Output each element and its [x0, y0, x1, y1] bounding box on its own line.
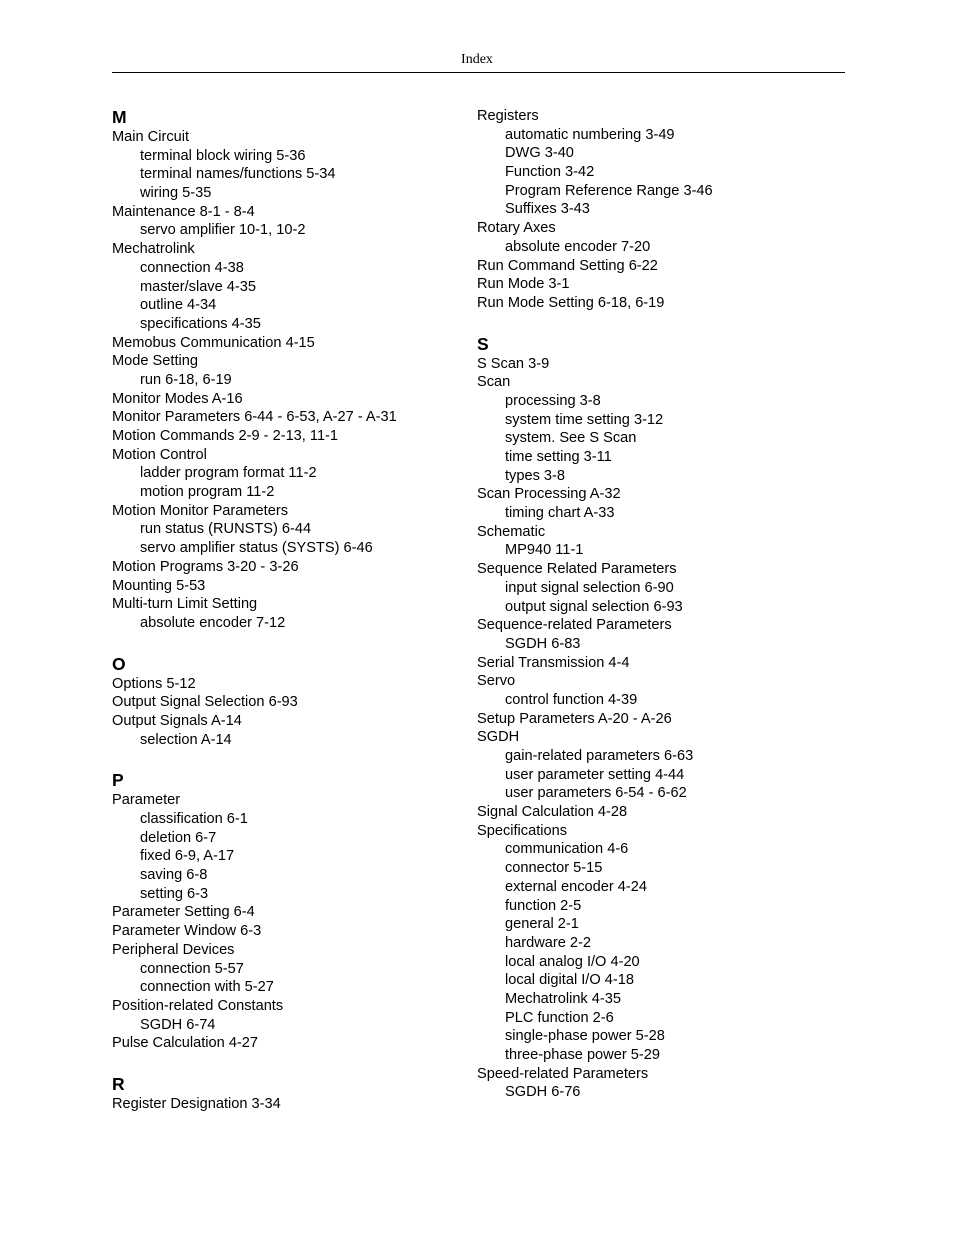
index-subentry: user parameters 6-54 - 6-62: [505, 785, 687, 802]
index-subentry: connection 4-38: [140, 259, 244, 276]
index-subentry: absolute encoder 7-12: [140, 614, 286, 631]
index-subentry: SGDH 6-76: [505, 1084, 581, 1101]
index-entry: Pulse Calculation 4-27: [112, 1035, 259, 1052]
index-subentry: communication 4-6: [505, 841, 629, 858]
index-subentry: control function 4-39: [505, 691, 638, 708]
section-gap: [112, 749, 462, 770]
index-entry: Setup Parameters A-20 - A-26: [477, 710, 672, 727]
index-entry: Output Signal Selection 6-93: [112, 694, 298, 711]
index-subentry: system time setting 3-12: [505, 411, 664, 428]
index-subentry: three-phase power 5-29: [505, 1047, 660, 1063]
index-entry: Run Command Setting 6-22: [477, 257, 658, 274]
index-entry: Rotary Axes: [477, 220, 556, 237]
index-subentry: connector 5-15: [505, 860, 603, 877]
index-subentry: wiring 5-35: [140, 185, 212, 202]
index-section-letter: S: [477, 333, 489, 354]
index-subentry: run 6-18, 6-19: [140, 371, 232, 388]
index-entry: Serial Transmission 4-4: [477, 654, 630, 671]
index-subentry: types 3-8: [505, 467, 566, 484]
index-entry: Parameter: [112, 792, 181, 809]
index-entry: SGDH: [477, 729, 520, 746]
index-subentry: selection A-14: [140, 731, 232, 748]
index-entry: Scan: [477, 374, 511, 391]
index-subentry: servo amplifier 10-1, 10-2: [140, 222, 306, 239]
index-subentry: master/slave 4-35: [140, 278, 256, 295]
index-subentry: local analog I/O 4-20: [505, 953, 640, 970]
index-entry: Registers: [477, 108, 539, 124]
index-subentry: user parameter setting 4-44: [505, 766, 685, 783]
index-section-letter: P: [112, 770, 124, 791]
index-subentry: general 2-1: [505, 916, 579, 933]
index-entry: Motion Control: [112, 446, 207, 463]
index-entry: Speed-related Parameters: [477, 1065, 649, 1082]
index-subentry: SGDH 6-74: [140, 1016, 216, 1033]
index-subentry: SGDH 6-83: [505, 635, 581, 652]
index-subentry: outline 4-34: [140, 297, 217, 314]
index-entry: Sequence Related Parameters: [477, 561, 677, 578]
header-rule: [112, 72, 845, 73]
index-section-letter: M: [112, 107, 127, 127]
index-subentry: terminal names/functions 5-34: [140, 166, 336, 183]
index-entry: Peripheral Devices: [112, 941, 235, 958]
index-subentry: deletion 6-7: [140, 829, 217, 846]
index-subentry: PLC function 2-6: [505, 1009, 614, 1026]
index-entry: Parameter Setting 6-4: [112, 904, 255, 921]
index-entry: Monitor Modes A-16: [112, 390, 243, 407]
index-subentry: fixed 6-9, A-17: [140, 848, 235, 865]
index-entry: S Scan 3-9: [477, 355, 550, 372]
index-column-left: [112, 107, 462, 1114]
index-section-letter: O: [112, 653, 126, 674]
index-subentry: system. See S Scan: [505, 430, 637, 447]
index-subentry: processing 3-8: [505, 392, 601, 409]
index-subentry: classification 6-1: [140, 811, 248, 827]
index-entry: Motion Monitor Parameters: [112, 502, 289, 519]
section-gap: [112, 633, 462, 654]
index-entry: Parameter Window 6-3: [112, 923, 262, 940]
index-subentry: local digital I/O 4-18: [505, 972, 634, 989]
index-section-letter: R: [112, 1073, 125, 1094]
index-entry: Options 5-12: [112, 675, 196, 692]
index-entry: Main Circuit: [112, 129, 190, 145]
index-subentry: timing chart A-33: [505, 505, 615, 522]
index-subentry: connection 5-57: [140, 960, 244, 977]
index-subentry: automatic numbering 3-49: [505, 126, 675, 143]
index-subentry: single-phase power 5-28: [505, 1028, 665, 1045]
index-entry: Specifications: [477, 822, 568, 839]
index-subentry: run status (RUNSTS) 6-44: [140, 521, 312, 538]
index-entry: Monitor Parameters 6-44 - 6-53, A-27 - A-31: [112, 409, 397, 426]
index-entry: Scan Processing A-32: [477, 486, 621, 503]
index-subentry: DWG 3-40: [505, 145, 574, 162]
index-subentry: Program Reference Range 3-46: [505, 182, 713, 199]
index-entry: Memobus Communication 4-15: [112, 334, 315, 351]
section-gap: [477, 313, 845, 334]
index-subentry: setting 6-3: [140, 885, 209, 902]
index-subentry: Suffixes 3-43: [505, 201, 590, 218]
index-subentry: connection with 5-27: [140, 979, 274, 996]
index-entry: Sequence-related Parameters: [477, 617, 672, 634]
index-subentry: terminal block wiring 5-36: [140, 147, 306, 164]
index-subentry: Function 3-42: [505, 164, 595, 181]
index-entry: Multi-turn Limit Setting: [112, 596, 258, 613]
index-subentry: MP940 11-1: [505, 542, 584, 559]
index-entry: Schematic: [477, 523, 546, 540]
index-entry: Signal Calculation 4-28: [477, 804, 628, 821]
index-entry: Servo: [477, 673, 516, 690]
index-subentry: input signal selection 6-90: [505, 579, 674, 596]
index-subentry: time setting 3-11: [505, 449, 612, 465]
index-subentry: absolute encoder 7-20: [505, 238, 651, 255]
index-entry: Run Mode 3-1: [477, 276, 570, 293]
index-entry: Maintenance 8-1 - 8-4: [112, 203, 255, 220]
index-subentry: hardware 2-2: [505, 934, 591, 951]
index-entry: Run Mode Setting 6-18, 6-19: [477, 294, 665, 311]
index-subentry: Mechatrolink 4-35: [505, 990, 621, 1007]
section-gap: [112, 1053, 462, 1074]
index-subentry: specifications 4-35: [140, 315, 261, 332]
page-header: Index: [461, 52, 493, 67]
index-subentry: gain-related parameters 6-63: [505, 748, 694, 764]
index-entry: Register Designation 3-34: [112, 1095, 281, 1112]
index-subentry: servo amplifier status (SYSTS) 6-46: [140, 540, 373, 557]
index-subentry: ladder program format 11-2: [140, 465, 317, 482]
index-subentry: output signal selection 6-93: [505, 598, 683, 615]
index-entry: Mechatrolink: [112, 241, 195, 258]
index-entry: Mounting 5-53: [112, 577, 206, 594]
index-entry: Motion Commands 2-9 - 2-13, 11-1: [112, 428, 339, 444]
index-column-right: [477, 107, 845, 1102]
index-entry: Motion Programs 3-20 - 3-26: [112, 558, 299, 575]
index-entry: Mode Setting: [112, 353, 198, 370]
index-subentry: motion program 11-2: [140, 484, 275, 501]
index-subentry: saving 6-8: [140, 867, 208, 884]
index-entry: Output Signals A-14: [112, 712, 242, 729]
index-subentry: function 2-5: [505, 897, 582, 914]
index-entry: Position-related Constants: [112, 997, 284, 1014]
index-subentry: external encoder 4-24: [505, 878, 647, 895]
